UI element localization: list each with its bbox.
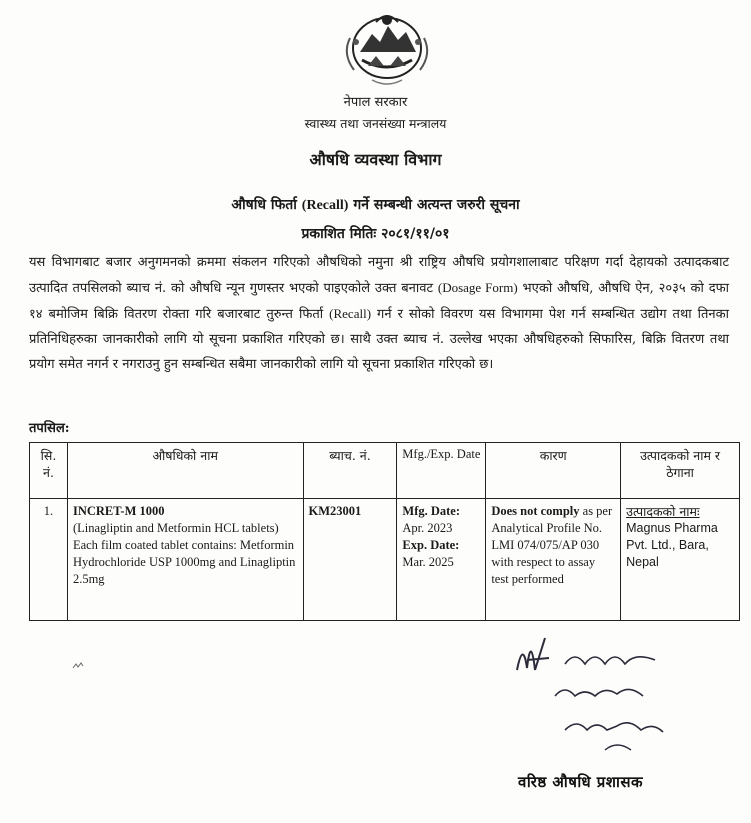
header-manufacturer: उत्पादकको नाम र ठेगाना [621,443,740,499]
table-row [30,499,740,621]
reason-bold: Does not comply [491,504,580,518]
ink-mark [72,662,84,670]
body-dosage-form: (Dosage Form) [437,280,518,295]
row-batch: KM23001 [303,499,397,621]
header-batch: ब्याच. नं. [303,443,397,499]
notice-title-post: गर्ने सम्बन्धी अत्यन्त जरुरी सूचना [353,197,520,213]
header-drug-name: औषधिको नाम [67,443,303,499]
manufacturer-label: उत्पादकको नामः [626,504,700,519]
body-part-1: यस विभागबाट बजार अनुगमनको क्रममा संकलन गरिएको औषधिको नमुना श्री राष्ट्रिय औषधि प्रयोगशालाबाट परिक्षण गर्दा देहायको उत्पादकबाट उत्पादित तपसिलको ब्याच नं. को औषधि न्यून गुणस्तर भएको पाइएकोले उक्त बनावट [29,255,729,296]
government-name: नेपाल सरकार [343,95,408,110]
header-reason: कारण [486,443,621,499]
body-part-3: गर्न र सोको विवरण यस विभागमा पेश गर्न सम्बन्धित उद्योग तथा तिनका प्रतिनिधिहरुका जानकारीको लागि यो सूचना प्रकाशित गरिएको छ। साथै उक्त ब्याच नं. उल्लेख भएका औषधिहरुको सिफारिस, बिक्रि वितरण तथा प्रयोग समेत नगर्न र नगराउनु हुन सम्बन्धित सबैमा जानकारीको लागि यो सूचना प्रकाशित गरिएको छ। [29,307,729,372]
reason-rest: as per Analytical Profile No. LMI 074/075/AP 030 with respect to assay test performed [491,504,613,586]
table-header-row [30,443,740,499]
schedule-label: तपसिल: [29,421,70,436]
mfg-date: Apr. 2023 [402,521,453,535]
body-part-2: भएको औषधि, औषधि ऐन, २०३५ को दफा १४ बमोजिम बिक्रि वितरण रोक्ता गरि बजारबाट तुरुन्त फिर्ता [29,281,729,322]
exp-label: Exp. Date: [402,538,460,552]
department-name: औषधि व्यवस्था विभाग [309,150,442,169]
official-stamp: वरिष्ठ औषधि प्रशासक [518,773,644,791]
row-sn: 1. [30,499,68,621]
recall-table [29,442,740,621]
published-date: २०८१/११/०१ [381,226,450,242]
ministry-name: स्वास्थ्य तथा जनसंख्या मन्त्रालय [304,116,447,131]
row-reason [486,499,621,621]
row-drug [67,499,303,621]
row-dates [397,499,486,621]
body-recall: (Recall) [329,306,372,321]
nepal-government-emblem [332,8,442,92]
drug-brand: INCRET-M 1000 [72,504,165,518]
notice-body [29,250,729,377]
notice-title-pre: औषधि फिर्ता [231,197,297,213]
drug-generic: (Linagliptin and Metformin HCL tablets) [72,521,279,535]
mfg-label: Mfg. Date: [402,504,461,518]
manufacturer-name: Magnus Pharma Pvt. Ltd., Bara, Nepal [626,521,718,569]
row-manufacturer [621,499,740,621]
handwritten-signature [505,630,745,760]
notice-title-recall: (Recall) [301,198,349,213]
header-sn: सि. नं. [30,443,68,499]
exp-date: Mar. 2025 [402,555,454,569]
published-date-line [0,224,751,243]
notice-title [0,195,751,214]
published-label: प्रकाशित मितिः [301,226,377,242]
drug-composition: Each film coated tablet contains: Metformin Hydrochloride USP 1000mg and Linagliptin 2.5mg [72,538,296,586]
header-mfg-exp: Mfg./Exp. Date [397,443,486,499]
